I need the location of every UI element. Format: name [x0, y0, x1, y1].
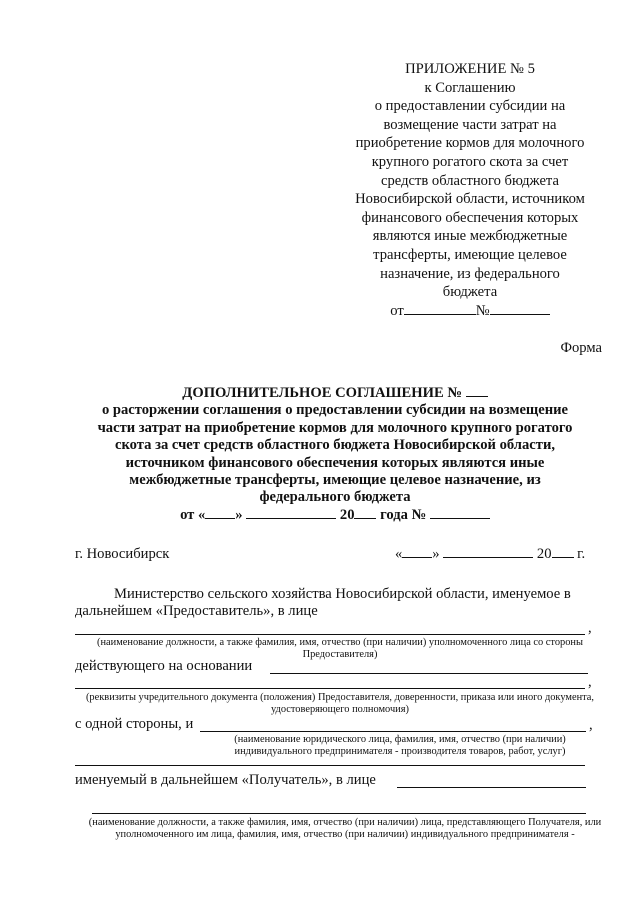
recipient-representative-line [397, 787, 586, 788]
city-date-close: » [432, 546, 440, 562]
appendix-date-line [348, 302, 592, 321]
title-year-word: года № [380, 506, 427, 523]
one-side-label: с одной стороны, и [75, 716, 194, 732]
appendix-line: трансферты, имеющие целевое [373, 246, 567, 263]
city-day-blank [402, 556, 432, 558]
title-line: федерального бюджета [259, 489, 411, 506]
basis-document-line [270, 673, 588, 674]
recipient-hereinafter-label: именуемый в дальнейшем «Получатель», в лице [75, 772, 376, 788]
appendix-line: бюджета [442, 284, 498, 301]
agreement-title [75, 385, 595, 524]
title-line: источником финансового обеспечения которых являются иные [125, 454, 545, 471]
title-heading-line [75, 385, 595, 402]
city-date [395, 546, 585, 563]
comma: , [589, 717, 593, 733]
recipient-name-line [200, 731, 586, 732]
title-number-blank [466, 395, 488, 397]
city-date-open: « [395, 546, 403, 562]
hint-line: (реквизиты учредительного документа (положения) Предоставителя, доверенности, приказа или иного документа, [85, 692, 595, 703]
appendix-line: средств областного бюджета [381, 172, 559, 189]
title-doc-number-blank [430, 517, 490, 519]
appendix-line: приобретение кормов для молочного [355, 135, 585, 152]
title-year-blank [354, 517, 376, 519]
hint-recipient [200, 734, 600, 759]
city-year-blank [552, 556, 574, 558]
body-para1-line2: дальнейшем «Предоставитель», в лице [75, 603, 318, 619]
recipient-representative-line-2 [92, 813, 586, 814]
title-line: межбюджетные трансферты, имеющие целевое назначение, из [129, 472, 541, 489]
title-quote-close: » [235, 506, 243, 523]
hint-line: (наименование должности, а также фамилия, имя, отчество (при наличии) лица, представляющего Получателя, или [88, 817, 602, 828]
appendix-line: ПРИЛОЖЕНИЕ № 5 [405, 61, 535, 77]
city-year-suffix: г. [577, 546, 586, 562]
appendix-number-sign: № [475, 302, 490, 319]
appendix-line: являются иные межбюджетные [372, 228, 568, 245]
title-line: скота за счет средств областного бюджета Новосибирской области, [114, 437, 555, 454]
title-date-from: от « [180, 506, 206, 523]
title-heading: ДОПОЛНИТЕЛЬНОЕ СОГЛАШЕНИЕ № [182, 385, 463, 401]
appendix-line: Новосибирской области, источником [355, 191, 585, 208]
body-para1-line1: Министерство сельского хозяйства Новосибирской области, именуемое в [114, 586, 571, 602]
basis-document-line-2 [75, 688, 585, 689]
appendix-number-blank [490, 313, 550, 315]
appendix-line: крупного рогатого скота за счет [371, 153, 569, 170]
title-day-blank [205, 517, 235, 519]
comma: , [588, 674, 592, 690]
title-year-prefix: 20 [339, 506, 355, 523]
title-line: о расторжении соглашения о предоставлении субсидии на возмещение [101, 402, 569, 419]
hint-line: уполномоченного им лица, фамилия, имя, отчество (при наличии) индивидуального предпринимателя - [115, 829, 575, 841]
title-month-blank [246, 517, 336, 519]
hint-line: (наименование должности, а также фамилия, имя, отчество (при наличии) уполномоченного лица со стороны [97, 637, 583, 648]
representative-name-line [75, 634, 585, 635]
appendix-line: к Соглашению [424, 79, 516, 96]
hint-line: (наименование юридического лица, фамилия, имя, отчество (при наличии) [234, 734, 566, 745]
appendix-line: назначение, из федерального [380, 265, 560, 282]
comma: , [588, 620, 592, 636]
appendix-date-prefix: от [390, 302, 404, 319]
hint-basis-document [75, 692, 605, 717]
appendix-date-blank [404, 313, 476, 315]
acting-on-basis-label: действующего на основании [75, 658, 253, 674]
title-date-line [75, 507, 595, 524]
hint-recipient-representative [75, 817, 615, 842]
city-name: г. Новосибирск [75, 546, 170, 562]
appendix-line: финансового обеспечения которых [361, 209, 579, 226]
city-month-blank [443, 556, 533, 558]
hint-line: удостоверяющего полномочия) [271, 704, 409, 716]
recipient-name-line-2 [75, 765, 585, 766]
city-year-prefix: 20 [536, 546, 552, 562]
form-label: Форма [560, 340, 602, 356]
hint-line: индивидуального предпринимателя - производителя товаров, работ, услуг) [234, 746, 566, 758]
appendix-header [348, 60, 592, 320]
appendix-line: о предоставлении субсидии на [374, 98, 566, 115]
hint-line: Предоставителя) [302, 649, 378, 661]
title-line: части затрат на приобретение кормов для молочного крупного рогатого [97, 419, 573, 436]
appendix-line: возмещение части затрат на [383, 116, 557, 133]
